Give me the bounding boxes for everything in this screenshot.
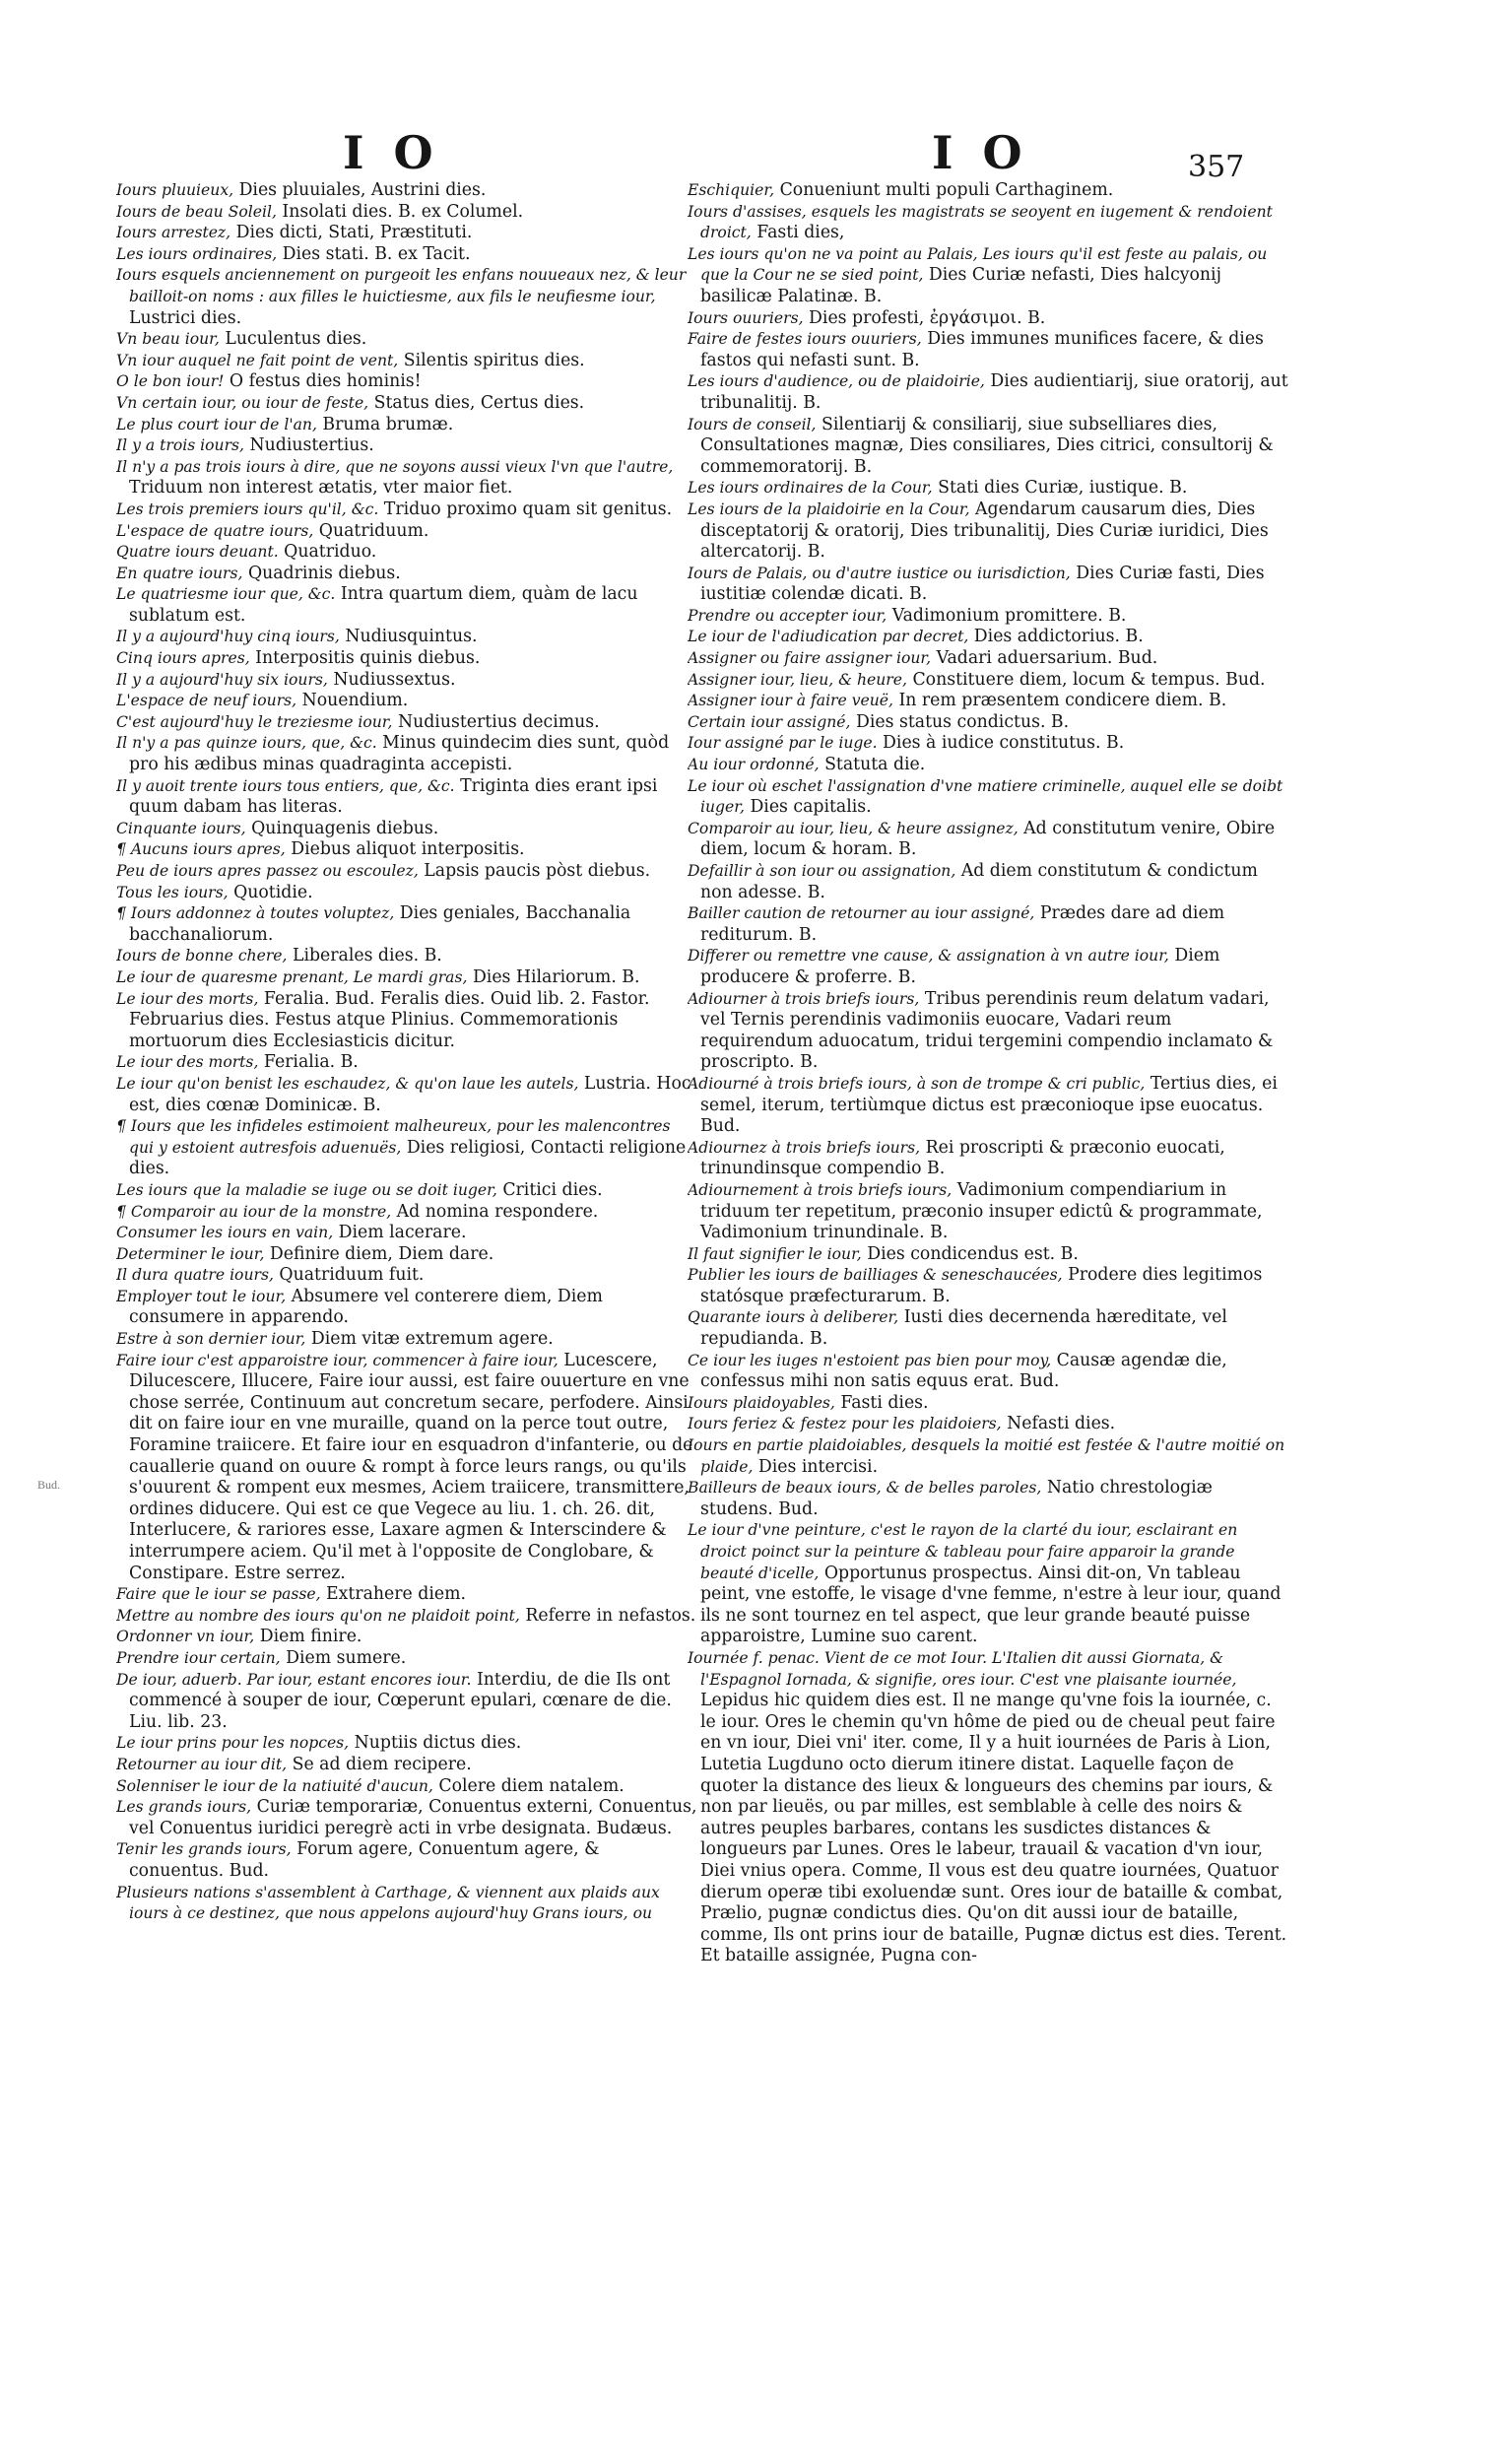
dictionary-entry [688, 1138, 1288, 1180]
entry-latin: Prædes dare ad diem rediturum. B. [700, 903, 1225, 945]
dictionary-entry [116, 1883, 697, 1925]
entry-latin: Rei proscripti & præconio euocati, trinundinsque compendio B. [700, 1137, 1225, 1179]
entry-french: Iours ouuriers, [688, 308, 804, 327]
dictionary-entry [116, 542, 697, 564]
dictionary-entry [116, 648, 697, 670]
entry-french: Cinq iours apres, [116, 649, 250, 668]
entry-french: C'est aujourd'huy le treziesme iour, [116, 712, 393, 731]
entry-french: Adiournement à trois briefs iours, [688, 1180, 953, 1199]
entry-french: Tenir les grands iours, [116, 1840, 292, 1859]
dictionary-entry [116, 1202, 697, 1224]
entry-french: Iours feriez & festez pour les plaidoiers, [688, 1415, 1002, 1433]
entry-french: Tous les iours, [116, 883, 229, 901]
entry-french: Au iour ordonné, [688, 756, 820, 774]
entry-latin: Dies Curiæ nefasti, Dies halcyonij basilicæ Palatinæ. B. [700, 265, 1221, 306]
dictionary-entry [688, 202, 1288, 244]
entry-french: Retourner au iour dit, [116, 1755, 288, 1773]
entry-latin: Dies à iudice constitutus. B. [877, 733, 1125, 754]
entry-latin: Opportunus prospectus. Ainsi dit-on, Vn tableau peint, vne estoffe, le visage d'vne femme, n'estre à leur iour, quand ils ne sont tournez en tel aspect, que leur grande beauté puisse apparoistre, Lumine suo carent. [700, 1563, 1282, 1647]
entry-latin: Extrahere diem. [320, 1584, 466, 1605]
entry-latin: Nudiussextus. [327, 669, 456, 690]
right-column [688, 180, 1288, 2397]
dictionary-entry [116, 223, 697, 244]
entry-latin: Curiæ temporariæ, Conuentus externi, Conuentus, vel Conuentus iuridici peregrè acti in vrbe designata. Budæus. [129, 1797, 697, 1838]
entry-latin: Dies immunes munifices facere, & dies fastos qui nefasti sunt. B. [700, 329, 1264, 370]
entry-french: Il n'y a pas trois iours à dire, que ne soyons aussi vieux l'vn que l'autre, [116, 457, 674, 476]
entry-latin: Diebus aliquot interpositis. [285, 839, 525, 860]
entry-french: L'espace de quatre iours, [116, 521, 314, 540]
entry-french: Bailler caution de retourner au iour assigné, [688, 904, 1035, 923]
entry-french: Assigner ou faire assigner iour, [688, 649, 932, 668]
entry-french: Peu de iours apres passez ou escoulez, [116, 862, 419, 880]
entry-latin: Silentiarij & consiliarij, siue subselliares dies, Consultationes magnæ, Dies consiliares, Dies citrici, consultorij & commemoratorij. B. [700, 414, 1274, 477]
dictionary-entry [116, 351, 697, 372]
entry-french: En quatre iours, [116, 564, 243, 582]
entry-latin: Diem finire. [254, 1627, 362, 1647]
entry-latin: Dies Curiæ fasti, Dies iustitiæ colendæ dicati. B. [700, 563, 1265, 605]
entry-french: Il n'y a pas quinze iours, que, &c. [116, 734, 377, 753]
dictionary-entry [688, 478, 1288, 499]
entry-latin: Causæ agendæ die, confessus mihi non satis equus erat. Bud. [700, 1350, 1227, 1392]
dictionary-entry [688, 564, 1288, 606]
entry-french: Le iour des morts, [116, 1053, 259, 1072]
dictionary-entry [116, 1287, 697, 1329]
dictionary-entry [116, 1776, 697, 1798]
dictionary-entry [688, 1435, 1288, 1478]
entry-latin: Nefasti dies. [1001, 1414, 1116, 1434]
entry-french: Quatre iours deuant. [116, 543, 279, 562]
entry-french: Eschiquier, [688, 181, 775, 199]
entry-french: Iours de conseil, [688, 415, 817, 433]
dictionary-entry [116, 839, 697, 861]
entry-latin: Diem lacerare. [333, 1223, 467, 1243]
entry-french: Faire de festes iours ouuriers, [688, 330, 922, 349]
entry-latin: O festus dies hominis! [224, 371, 422, 392]
entry-latin: Stati dies Curiæ, iustique. B. [932, 478, 1188, 499]
entry-french: Vn certain iour, ou iour de feste, [116, 393, 369, 412]
entry-french: Les grands iours, [116, 1798, 252, 1817]
entry-french: Bailleurs de beaux iours, & de belles paroles, [688, 1479, 1042, 1498]
entry-latin: Intra quartum diem, quàm de lacu sublatum est. [129, 584, 638, 626]
dictionary-entry [688, 1265, 1288, 1307]
entry-french: Iours pluuieux, [116, 181, 234, 199]
entry-latin: Dies capitalis. [744, 797, 872, 818]
entry-french: Le iour prins pour les nopces, [116, 1734, 350, 1753]
entry-latin: Quatriduum fuit. [273, 1265, 425, 1286]
dictionary-entry [116, 1648, 697, 1670]
entry-latin: Dies stati. B. ex Tacit. [277, 243, 471, 264]
dictionary-entry [116, 1223, 697, 1244]
entry-latin: Quadrinis diebus. [242, 563, 401, 583]
entry-french: Les iours de la plaidoirie en la Cour, [688, 499, 970, 518]
dictionary-entry [688, 903, 1288, 946]
entry-french: Iours de Palais, ou d'autre iustice ou iurisdiction, [688, 564, 1071, 582]
entry-latin: Diem vitæ extremum agere. [305, 1329, 554, 1350]
entry-latin: Dies Hilariorum. B. [467, 966, 640, 987]
entry-french: Mettre au nombre des iours qu'on ne plaidoit point, [116, 1606, 520, 1625]
dictionary-entry [688, 733, 1288, 755]
entry-french: Il dura quatre iours, [116, 1266, 274, 1285]
entry-latin: Tertius dies, ei semel, iterum, tertiùmque dictus est præconioque ipse euocatus. Bud. [700, 1073, 1278, 1137]
dictionary-entry [688, 371, 1288, 414]
entry-french: Assigner iour, lieu, & heure, [688, 670, 907, 689]
running-head-left: IO [343, 126, 463, 179]
entry-latin: Lucescere, Dilucescere, Illucere, Faire iour aussi, est faire ouuerture en vne chose serrée, Continuum aut concretum secare, perfodere. Ainsi dit on faire iour en vne muraille, quand on la perce tout outre, Foramine traiicere. Et faire iour en esquadron d'infanterie, ou de cauallerie quand on ouure & rompt à force leurs rangs, ou qu'ils s'ouurent & rompent eux mesmes, Aciem traiicere, transmittere, ordines diducere. Qui est ce que Vegece au liu. 1. ch. 26. dit, Interlucere, & rariores esse, Laxare agmen & Interscindere & interrumpere aciem. Qu'il met à l'opposite de Conglobare, & Constipare. Estre serrez. [129, 1350, 693, 1583]
dictionary-entry [116, 883, 697, 904]
entry-latin: Interdiu, de die Ils ont commencé à souper de iour, Cœperunt epulari, cœnare de die. Liu. lib. 23. [129, 1669, 672, 1732]
dictionary-entry [116, 1797, 697, 1839]
entry-latin: Lapsis paucis pòst diebus. [418, 861, 651, 881]
entry-latin: Definire diem, Diem dare. [264, 1243, 494, 1264]
dictionary-entry [688, 1307, 1288, 1350]
entry-latin: Quotidie. [228, 882, 313, 902]
entry-french: Adiournez à trois briefs iours, [688, 1138, 921, 1157]
entry-french: De iour, aduerb. Par iour, estant encores iour. [116, 1670, 472, 1689]
entry-french: Ordonner vn iour, [116, 1628, 255, 1646]
dictionary-entry [116, 499, 697, 521]
entry-latin: Dies dicti, Stati, Præstituti. [230, 223, 473, 243]
entry-french: Les iours qu'on ne va point au Palais, Les iours qu'il est feste au palais, ou que la Cour ne se sied point, [688, 244, 1268, 285]
entry-french: Iours arrestez, [116, 224, 231, 242]
entry-latin: Natio chrestologiæ studens. Bud. [700, 1478, 1213, 1519]
dictionary-entry [116, 861, 697, 883]
dictionary-entry [688, 1648, 1288, 1967]
entry-french: Faire que le iour se passe, [116, 1585, 321, 1604]
dictionary-entry [116, 584, 697, 627]
dictionary-entry [688, 627, 1288, 648]
entry-latin: Dies profesti, ἐργάσιμοι. B. [803, 307, 1046, 328]
dictionary-entry [116, 180, 697, 202]
entry-latin: Triginta dies erant ipsi quum dabam has literas. [129, 775, 658, 818]
entry-french: Vn iour auquel ne fait point de vent, [116, 351, 399, 369]
dictionary-entry [116, 733, 697, 775]
entry-latin: Nudiustertius. [244, 435, 374, 456]
entry-french: Iours de beau Soleil, [116, 202, 277, 221]
entry-french: Adiourner à trois briefs iours, [688, 989, 920, 1008]
entry-french: Il y a trois iours, [116, 436, 245, 455]
entry-french: Il faut signifier le iour, [688, 1244, 862, 1263]
dictionary-entry [116, 265, 697, 329]
dictionary-entry [688, 499, 1288, 564]
entry-french: Consumer les iours en vain, [116, 1224, 334, 1242]
entry-french: Les iours que la maladie se iuge ou se doit iuger, [116, 1180, 497, 1199]
entry-latin: Lepidus hic quidem dies est. Il ne mange qu'vne fois la iournée, c. le iour. Ores le chemin qu'vn hôme de pied ou de cheual peut faire en vn iour, Diei vni' iter. come, Il y a huit iournées de Paris à Lion, Lutetia Lugduno octo dierum itinere distat. Laquelle façon de quoter la distance des lieux & longueurs des chemins par iours, & non par lieuës, ou par milles, est semblable à celle des noirs & autres peuples barbares, contans les susdictes distances & longueurs par Lunes. Ores le labeur, trauail & vacation d'vn iour, Diei vnius opera. Comme, Il vous est deu quatre iournées, Quatuor dierum operæ tibi exoluendæ sunt. Ores iour de bataille & combat, Prælio, pugnæ condictus dies. Qu'on dit aussi iour de bataille, comme, Ils ont prins iour de bataille, Pugnæ dictus est dies. Terent. Et bataille assignée, Pugna con- [700, 1691, 1287, 1966]
entry-latin: Prodere dies legitimos statósque præfecturarum. B. [700, 1265, 1263, 1306]
entry-french: Iours plaidoyables, [688, 1393, 835, 1412]
dictionary-entry [116, 627, 697, 648]
entry-french: Le iour de l'adiudication par decret, [688, 628, 969, 646]
entry-latin: Quinquagenis diebus. [245, 818, 439, 838]
dictionary-entry [116, 989, 697, 1053]
dictionary-entry [688, 308, 1288, 330]
entry-french: Iour assigné par le iuge. [688, 734, 878, 753]
entry-french: Plusieurs nations s'assemblent à Carthage, & viennent aux plaids aux iours à ce destinez, que nous appelons aujourd'huy Grans iours, ou [116, 1883, 660, 1923]
dictionary-entry [116, 202, 697, 224]
entry-french: ¶ Comparoir au iour de la monstre, [116, 1202, 392, 1221]
entry-french: Prendre iour certain, [116, 1648, 281, 1667]
entry-latin: Ad constitutum venire, Obire diem, locum & horam. B. [700, 818, 1276, 860]
entry-latin: Minus quindecim dies sunt, quòd pro his ædibus minas quadraginta accepisti. [129, 733, 670, 775]
margin-note: Bud. [37, 1478, 61, 1492]
entry-french: Iours de bonne chere, [116, 947, 288, 965]
dictionary-entry [688, 244, 1288, 308]
dictionary-entry [116, 393, 697, 415]
entry-french: Il y a aujourd'huy cinq iours, [116, 628, 340, 646]
entry-french: Employer tout le iour, [116, 1287, 287, 1305]
entry-latin: Lustrici dies. [129, 307, 242, 328]
entry-latin: In rem præsentem condicere diem. B. [892, 691, 1227, 711]
entry-latin: Nudiusquintus. [339, 627, 478, 647]
running-head-right: IO [932, 126, 1052, 179]
entry-latin: Insolati dies. B. ex Columel. [276, 201, 524, 222]
dictionary-entry [116, 903, 697, 946]
entry-french: Les iours d'audience, ou de plaidoirie, [688, 372, 985, 391]
entry-french: L'espace de neuf iours, [116, 692, 297, 710]
entry-french: Assigner iour à faire veuë, [688, 692, 893, 710]
entry-french: Vn beau iour, [116, 330, 220, 349]
entry-latin: Nudiustertius decimus. [392, 711, 600, 732]
entry-french: Publier les iours de bailliages & seneschaucées, [688, 1266, 1063, 1285]
entry-latin: Bruma brumæ. [316, 414, 454, 434]
dictionary-entry [116, 1755, 697, 1776]
entry-french: Le iour où eschet l'assignation d'vne matiere criminelle, auquel elle se doibt iuger, [688, 776, 1283, 817]
entry-latin: Fasti dies. [834, 1392, 929, 1413]
entry-latin: Ad nomina respondere. [391, 1201, 599, 1222]
entry-latin: Ad diem constitutum & condictum non adesse. B. [700, 861, 1258, 902]
dictionary-entry [688, 861, 1288, 903]
entry-latin: Vadimonium promittere. B. [887, 605, 1127, 626]
entry-french: Quarante iours à deliberer, [688, 1308, 899, 1327]
entry-latin: Interpositis quinis diebus. [249, 648, 481, 669]
dictionary-entry [116, 1052, 697, 1074]
dictionary-entry [116, 1627, 697, 1648]
entry-french: Il y a aujourd'huy six iours, [116, 670, 328, 689]
entry-latin: Quatriduo. [278, 542, 377, 563]
dictionary-entry [116, 1180, 697, 1202]
entry-latin: Triduum non interest ætatis, vter maior fiet. [129, 478, 513, 499]
entry-latin: Luculentus dies. [219, 329, 367, 350]
entry-french: Adiourné à trois briefs iours, à son de trompe & cri public, [688, 1074, 1146, 1093]
dictionary-entry [688, 1074, 1288, 1138]
entry-french: Certain iour assigné, [688, 712, 851, 731]
dictionary-entry [688, 755, 1288, 776]
dictionary-entry [116, 1265, 697, 1287]
entry-french: O le bon iour! [116, 372, 225, 391]
entry-french: Les iours ordinaires de la Cour, [688, 479, 933, 498]
entry-latin: Dies status condictus. B. [850, 711, 1070, 732]
dictionary-entry [116, 1839, 697, 1882]
dictionary-entry [688, 776, 1288, 819]
entry-french: Le iour qu'on benist les eschaudez, & qu'on laue les autels, [116, 1074, 579, 1093]
entry-latin: Feralia. Bud. Feralis dies. Ouid lib. 2. Fastor. Februarius dies. Festus atque Plinius. Commemorationis mortuorum dies Ecclesiasticis dicitur. [129, 988, 650, 1051]
entry-french: ¶ Iours que les infideles estimoient malheureux, pour les malencontres qui y estoient autresfois aduenuës, [116, 1117, 671, 1157]
entry-latin: Iusti dies decernenda hæreditate, vel repudianda. B. [700, 1307, 1227, 1350]
entry-french: Ce iour les iuges n'estoient pas bien pour moy, [688, 1351, 1052, 1369]
dictionary-entry [688, 946, 1288, 988]
entry-latin: Lustria. Hoc est, dies cœnæ Dominicæ. B. [129, 1073, 691, 1115]
dictionary-entry [688, 606, 1288, 628]
dictionary-entry [688, 1414, 1288, 1435]
entry-latin: Dies religiosi, Contacti religione dies. [129, 1137, 687, 1179]
entry-french: ¶ Aucuns iours apres, [116, 840, 286, 859]
entry-latin: Diem producere & proferre. B. [700, 946, 1220, 987]
dictionary-entry [688, 1520, 1288, 1648]
entry-latin: Dies intercisi. [753, 1456, 879, 1477]
dictionary-entry [116, 415, 697, 436]
dictionary-entry [116, 371, 697, 393]
entry-latin: Constituere diem, locum & tempus. Bud. [906, 669, 1266, 690]
dictionary-entry [116, 521, 697, 543]
entry-latin: Agendarum causarum dies, Dies disceptatorij & oratorij, Dies tribunalitij, Dies Curiæ iuridici, Dies altercatorij. B. [700, 499, 1269, 563]
entry-french: Estre à son dernier iour, [116, 1330, 306, 1349]
entry-latin: Diem sumere. [280, 1647, 407, 1668]
entry-latin: Nuptiis dictus dies. [349, 1733, 522, 1754]
entry-latin: Absumere vel conterere diem, Diem consumere in apparendo. [129, 1286, 603, 1328]
dictionary-entry [688, 329, 1288, 371]
left-column [116, 180, 697, 2397]
entry-latin: Nouendium. [296, 691, 409, 711]
dictionary-entry [688, 1244, 1288, 1266]
dictionary-entry [688, 691, 1288, 712]
entry-latin: Critici dies. [496, 1179, 603, 1200]
entry-french: Le iour d'vne peinture, c'est le rayon de la clarté du iour, esclairant en droict poinct sur la peinture & tableau pour faire apparoir la grande beauté d'icelle, [688, 1521, 1238, 1582]
entry-latin: Forum agere, Conuentum agere, & conuentus. Bud. [129, 1839, 600, 1881]
entry-latin: Tribus perendinis reum delatum vadari, vel Ternis perendinis vadimoniis euocare, Vadari reum requirendum aduocatum, tridui tergemini compendio inclamato & proscripto. B. [700, 988, 1274, 1073]
dictionary-entry [116, 1606, 697, 1628]
dictionary-entry [116, 1670, 697, 1734]
entry-latin: Dies audientiarij, siue oratorij, aut tribunalitij. B. [700, 371, 1288, 413]
entry-latin: Conueniunt multi populi Carthaginem. [774, 180, 1114, 200]
dictionary-entry [116, 670, 697, 692]
dictionary-entry [116, 457, 697, 499]
entry-latin: Dies addictorius. B. [968, 627, 1144, 647]
entry-french: Cinquante iours, [116, 819, 246, 837]
entry-french: Les trois premiers iours qu'il, &c. [116, 499, 379, 518]
dictionary-entry [116, 691, 697, 712]
entry-french: Defaillir à son iour ou assignation, [688, 862, 956, 880]
dictionary-entry [116, 564, 697, 585]
dictionary-entry [116, 776, 697, 819]
dictionary-entry [688, 819, 1288, 861]
dictionary-entry [688, 989, 1288, 1074]
entry-french: Le iour des morts, [116, 989, 259, 1008]
entry-french: Iours en partie plaidoiables, desquels la moitié est festée & l'autre moitié on plaide, [688, 1436, 1285, 1476]
entry-french: Le iour de quaresme prenant, Le mardi gras, [116, 967, 468, 986]
dictionary-entry [116, 1116, 697, 1180]
dictionary-entry [688, 1180, 1288, 1244]
entry-latin: Fasti dies, [751, 223, 845, 243]
dictionary-entry [116, 967, 697, 989]
dictionary-entry [688, 180, 1288, 202]
entry-latin: Quatriduum. [313, 520, 429, 541]
entry-french: Iours esquels anciennement on purgeoit les enfans nouueaux nez, & leur bailloit-on noms : aux filles le huictiesme, aux fils le neufiesme iour, [116, 266, 687, 305]
dictionary-entry [688, 1351, 1288, 1393]
entry-latin: Statuta die. [819, 755, 926, 775]
entry-french: Faire iour c'est apparoistre iour, commencer à faire iour, [116, 1351, 559, 1369]
entry-french: Differer ou remettre vne cause, & assignation à vn autre iour, [688, 947, 1169, 965]
dictionary-entry [116, 1351, 697, 1585]
entry-latin: Colere diem natalem. [432, 1775, 625, 1796]
entry-latin: Ferialia. B. [258, 1052, 359, 1073]
entry-french: Le quatriesme iour que, &c. [116, 585, 336, 604]
entry-french: Iours d'assises, esquels les magistrats se seoyent en iugement & rendoient droict, [688, 202, 1273, 242]
dictionary-entry [688, 415, 1288, 479]
entry-latin: Status dies, Certus dies. [368, 392, 585, 413]
dictionary-entry [688, 712, 1288, 734]
entry-french: Les iours ordinaires, [116, 244, 278, 263]
entry-latin: Dies condicendus est. B. [861, 1243, 1079, 1264]
entry-latin: Dies pluuiales, Austrini dies. [233, 180, 487, 200]
entry-french: ¶ Iours addonnez à toutes voluptez, [116, 904, 395, 923]
entry-latin: Vadari aduersarium. Bud. [931, 648, 1158, 669]
entry-latin: Dies geniales, Bacchanalia bacchanaliorum. [129, 903, 631, 945]
dictionary-entry [116, 712, 697, 734]
entry-french: Comparoir au iour, lieu, & heure assignez, [688, 819, 1019, 837]
entry-french: Iournée f. penac. Vient de ce mot Iour. L'Italien dit aussi Giornata, & l'Espagnol Iornada, & signifie, ores iour. C'est vne plaisante iournée, [688, 1648, 1237, 1689]
entry-latin: Triduo proximo quam sit genitus. [378, 499, 673, 519]
entry-latin: Silentis spiritus dies. [398, 350, 585, 370]
dictionary-entry [688, 670, 1288, 692]
entry-french: Solenniser le iour de la natiuité d'aucun, [116, 1776, 433, 1795]
entry-french: Le plus court iour de l'an, [116, 415, 317, 433]
entry-latin: Vadimonium compendiarium in triduum ter repetitum, præconio insuper edictû & programmate, Vadimonium trinundinale. B. [700, 1179, 1263, 1243]
dictionary-entry [116, 1584, 697, 1606]
entry-latin: Referre in nefastos. [519, 1605, 696, 1626]
dictionary-entry [116, 329, 697, 351]
dictionary-entry [116, 946, 697, 967]
dictionary-entry [116, 1074, 697, 1116]
dictionary-entry [688, 648, 1288, 670]
entry-latin: Se ad diem recipere. [287, 1754, 472, 1774]
dictionary-entry [688, 1393, 1288, 1415]
dictionary-entry [116, 1329, 697, 1351]
entry-latin: Liberales dies. B. [287, 946, 442, 966]
dictionary-entry [116, 1733, 697, 1755]
entry-french: Il y auoit trente iours tous entiers, que, &c. [116, 776, 455, 795]
dictionary-entry [116, 1244, 697, 1266]
page-number: 357 [1188, 150, 1245, 184]
dictionary-entry [116, 435, 697, 457]
dictionary-entry [116, 244, 697, 266]
entry-french: Determiner le iour, [116, 1244, 265, 1263]
entry-french: Prendre ou accepter iour, [688, 606, 887, 625]
dictionary-entry [688, 1478, 1288, 1520]
dictionary-entry [116, 819, 697, 840]
